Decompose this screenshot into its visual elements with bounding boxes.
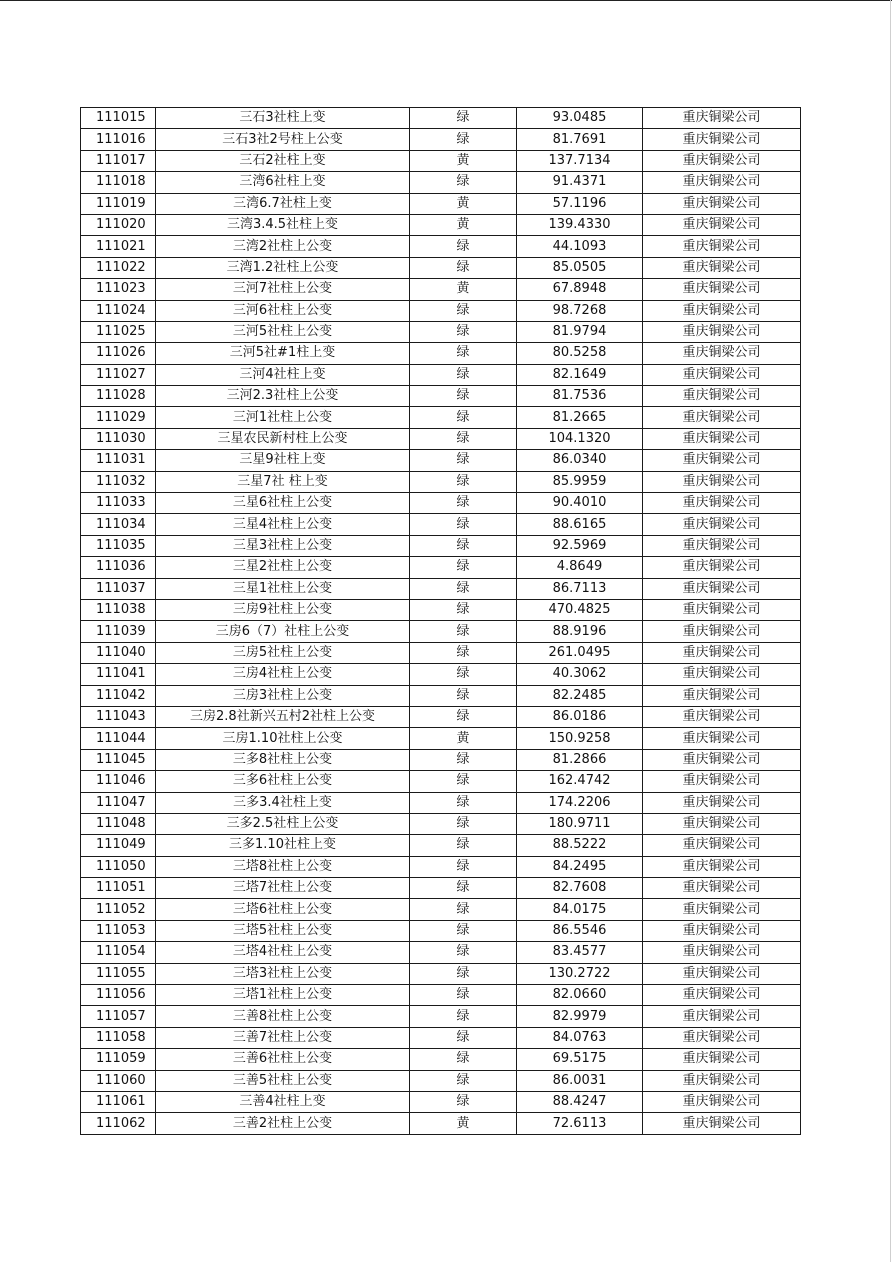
cell-name: 三河5社柱上公变: [156, 321, 410, 342]
table-row: [81, 963, 801, 984]
cell-id: 111031: [81, 450, 156, 471]
table-row: [81, 450, 801, 471]
cell-status: 绿: [410, 985, 517, 1006]
cell-status: 绿: [410, 535, 517, 556]
table-row: [81, 1113, 801, 1134]
cell-status: 绿: [410, 835, 517, 856]
cell-company: 重庆铜梁公司: [643, 942, 801, 963]
cell-id: 111022: [81, 257, 156, 278]
cell-status: 绿: [410, 257, 517, 278]
cell-id: 111055: [81, 963, 156, 984]
cell-name: 三房5社柱上公变: [156, 642, 410, 663]
cell-name: 三善8社柱上公变: [156, 1006, 410, 1027]
table-row: [81, 386, 801, 407]
cell-name: 三塔4社柱上公变: [156, 942, 410, 963]
cell-status: 绿: [410, 129, 517, 150]
cell-name: 三河4社柱上变: [156, 364, 410, 385]
cell-value: 81.9794: [517, 321, 643, 342]
cell-status: 绿: [410, 706, 517, 727]
cell-name: 三星1社柱上公变: [156, 578, 410, 599]
table-row: [81, 685, 801, 706]
cell-company: 重庆铜梁公司: [643, 578, 801, 599]
cell-id: 111036: [81, 557, 156, 578]
cell-value: 86.0186: [517, 706, 643, 727]
cell-id: 111040: [81, 642, 156, 663]
table-row: [81, 792, 801, 813]
cell-company: 重庆铜梁公司: [643, 771, 801, 792]
cell-status: 绿: [410, 386, 517, 407]
cell-company: 重庆铜梁公司: [643, 1049, 801, 1070]
cell-value: 84.2495: [517, 856, 643, 877]
table-row: [81, 1049, 801, 1070]
cell-status: 绿: [410, 621, 517, 642]
cell-name: 三多1.10社柱上变: [156, 835, 410, 856]
page-top-border: [0, 0, 892, 1]
cell-company: 重庆铜梁公司: [643, 1070, 801, 1091]
cell-company: 重庆铜梁公司: [643, 193, 801, 214]
cell-company: 重庆铜梁公司: [643, 963, 801, 984]
cell-company: 重庆铜梁公司: [643, 706, 801, 727]
table-row: [81, 728, 801, 749]
cell-company: 重庆铜梁公司: [643, 364, 801, 385]
cell-company: 重庆铜梁公司: [643, 1027, 801, 1048]
cell-id: 111041: [81, 664, 156, 685]
table-row: [81, 1091, 801, 1112]
cell-status: 绿: [410, 428, 517, 449]
cell-id: 111044: [81, 728, 156, 749]
cell-status: 黄: [410, 150, 517, 171]
cell-id: 111019: [81, 193, 156, 214]
cell-company: 重庆铜梁公司: [643, 813, 801, 834]
cell-company: 重庆铜梁公司: [643, 792, 801, 813]
cell-name: 三湾6社柱上变: [156, 172, 410, 193]
cell-company: 重庆铜梁公司: [643, 493, 801, 514]
cell-value: 80.5258: [517, 343, 643, 364]
cell-name: 三石3社2号柱上公变: [156, 129, 410, 150]
cell-name: 三房9社柱上公变: [156, 599, 410, 620]
cell-id: 111048: [81, 813, 156, 834]
cell-value: 130.2722: [517, 963, 643, 984]
table-row: [81, 471, 801, 492]
cell-company: 重庆铜梁公司: [643, 150, 801, 171]
cell-name: 三星2社柱上公变: [156, 557, 410, 578]
table-row: [81, 214, 801, 235]
cell-id: 111032: [81, 471, 156, 492]
cell-company: 重庆铜梁公司: [643, 172, 801, 193]
cell-status: 绿: [410, 300, 517, 321]
cell-value: 40.3062: [517, 664, 643, 685]
cell-id: 111052: [81, 899, 156, 920]
cell-name: 三房2.8社新兴五村2社柱上公变: [156, 706, 410, 727]
cell-value: 57.1196: [517, 193, 643, 214]
table-row: [81, 257, 801, 278]
table-row: [81, 599, 801, 620]
cell-value: 88.9196: [517, 621, 643, 642]
cell-status: 绿: [410, 471, 517, 492]
cell-value: 86.0031: [517, 1070, 643, 1091]
cell-status: 绿: [410, 792, 517, 813]
cell-status: 绿: [410, 920, 517, 941]
cell-value: 470.4825: [517, 599, 643, 620]
cell-id: 111016: [81, 129, 156, 150]
cell-status: 绿: [410, 108, 517, 129]
cell-status: 绿: [410, 407, 517, 428]
cell-id: 111034: [81, 514, 156, 535]
cell-id: 111049: [81, 835, 156, 856]
cell-id: 111038: [81, 599, 156, 620]
cell-name: 三房1.10社柱上公变: [156, 728, 410, 749]
cell-status: 绿: [410, 450, 517, 471]
cell-id: 111018: [81, 172, 156, 193]
cell-name: 三河7社柱上公变: [156, 279, 410, 300]
cell-value: 93.0485: [517, 108, 643, 129]
cell-name: 三塔1社柱上公变: [156, 985, 410, 1006]
cell-status: 黄: [410, 728, 517, 749]
cell-value: 4.8649: [517, 557, 643, 578]
cell-status: 绿: [410, 1027, 517, 1048]
cell-id: 111037: [81, 578, 156, 599]
cell-id: 111035: [81, 535, 156, 556]
cell-status: 绿: [410, 878, 517, 899]
cell-company: 重庆铜梁公司: [643, 535, 801, 556]
cell-status: 绿: [410, 599, 517, 620]
cell-company: 重庆铜梁公司: [643, 749, 801, 770]
table-row: [81, 1027, 801, 1048]
cell-status: 黄: [410, 193, 517, 214]
cell-id: 111015: [81, 108, 156, 129]
cell-name: 三多6社柱上公变: [156, 771, 410, 792]
cell-status: 黄: [410, 1113, 517, 1134]
cell-company: 重庆铜梁公司: [643, 920, 801, 941]
cell-value: 84.0763: [517, 1027, 643, 1048]
cell-name: 三多2.5社柱上公变: [156, 813, 410, 834]
cell-id: 111025: [81, 321, 156, 342]
cell-company: 重庆铜梁公司: [643, 664, 801, 685]
cell-id: 111033: [81, 493, 156, 514]
cell-name: 三河1社柱上公变: [156, 407, 410, 428]
cell-company: 重庆铜梁公司: [643, 343, 801, 364]
table-row: [81, 942, 801, 963]
table-row: [81, 108, 801, 129]
table-row: [81, 129, 801, 150]
cell-value: 81.2665: [517, 407, 643, 428]
cell-value: 104.1320: [517, 428, 643, 449]
cell-name: 三多8社柱上公变: [156, 749, 410, 770]
cell-name: 三房6（7）社柱上公变: [156, 621, 410, 642]
cell-id: 111024: [81, 300, 156, 321]
cell-company: 重庆铜梁公司: [643, 407, 801, 428]
cell-company: 重庆铜梁公司: [643, 514, 801, 535]
table-row: [81, 557, 801, 578]
cell-name: 三河2.3社柱上公变: [156, 386, 410, 407]
cell-name: 三房4社柱上公变: [156, 664, 410, 685]
table-row: [81, 1006, 801, 1027]
cell-company: 重庆铜梁公司: [643, 621, 801, 642]
cell-id: 111029: [81, 407, 156, 428]
cell-status: 绿: [410, 557, 517, 578]
table-row: [81, 172, 801, 193]
cell-name: 三塔7社柱上公变: [156, 878, 410, 899]
table-row: [81, 706, 801, 727]
cell-id: 111021: [81, 236, 156, 257]
cell-name: 三多3.4社柱上变: [156, 792, 410, 813]
table-row: [81, 835, 801, 856]
cell-company: 重庆铜梁公司: [643, 1091, 801, 1112]
cell-value: 82.2485: [517, 685, 643, 706]
cell-company: 重庆铜梁公司: [643, 279, 801, 300]
cell-name: 三塔3社柱上公变: [156, 963, 410, 984]
cell-status: 绿: [410, 899, 517, 920]
cell-id: 111058: [81, 1027, 156, 1048]
cell-id: 111027: [81, 364, 156, 385]
cell-name: 三湾1.2社柱上公变: [156, 257, 410, 278]
table-row: [81, 428, 801, 449]
cell-status: 绿: [410, 642, 517, 663]
table-row: [81, 920, 801, 941]
cell-id: 111061: [81, 1091, 156, 1112]
cell-value: 88.5222: [517, 835, 643, 856]
table-row: [81, 985, 801, 1006]
cell-value: 261.0495: [517, 642, 643, 663]
transformer-data-table: [80, 107, 801, 1135]
cell-status: 绿: [410, 664, 517, 685]
cell-id: 111042: [81, 685, 156, 706]
cell-status: 绿: [410, 685, 517, 706]
cell-value: 88.4247: [517, 1091, 643, 1112]
cell-id: 111039: [81, 621, 156, 642]
cell-name: 三星3社柱上公变: [156, 535, 410, 556]
cell-value: 44.1093: [517, 236, 643, 257]
cell-name: 三湾3.4.5社柱上变: [156, 214, 410, 235]
table-row: [81, 878, 801, 899]
table-row: [81, 236, 801, 257]
cell-name: 三星农民新村柱上公变: [156, 428, 410, 449]
cell-company: 重庆铜梁公司: [643, 214, 801, 235]
cell-value: 81.7536: [517, 386, 643, 407]
cell-value: 90.4010: [517, 493, 643, 514]
table-row: [81, 364, 801, 385]
cell-status: 绿: [410, 963, 517, 984]
cell-id: 111050: [81, 856, 156, 877]
cell-name: 三塔5社柱上公变: [156, 920, 410, 941]
cell-value: 72.6113: [517, 1113, 643, 1134]
cell-company: 重庆铜梁公司: [643, 642, 801, 663]
cell-value: 88.6165: [517, 514, 643, 535]
cell-company: 重庆铜梁公司: [643, 557, 801, 578]
cell-id: 111028: [81, 386, 156, 407]
table-row: [81, 493, 801, 514]
table-row: [81, 150, 801, 171]
cell-name: 三湾6.7社柱上变: [156, 193, 410, 214]
cell-value: 180.9711: [517, 813, 643, 834]
cell-value: 67.8948: [517, 279, 643, 300]
cell-company: 重庆铜梁公司: [643, 685, 801, 706]
cell-status: 绿: [410, 1049, 517, 1070]
cell-name: 三善6社柱上公变: [156, 1049, 410, 1070]
table-row: [81, 300, 801, 321]
cell-company: 重庆铜梁公司: [643, 856, 801, 877]
cell-status: 绿: [410, 343, 517, 364]
cell-company: 重庆铜梁公司: [643, 728, 801, 749]
cell-name: 三石2社柱上变: [156, 150, 410, 171]
cell-status: 绿: [410, 749, 517, 770]
cell-value: 162.4742: [517, 771, 643, 792]
cell-name: 三星9社柱上变: [156, 450, 410, 471]
cell-id: 111054: [81, 942, 156, 963]
cell-id: 111056: [81, 985, 156, 1006]
cell-value: 98.7268: [517, 300, 643, 321]
table-row: [81, 1070, 801, 1091]
cell-name: 三善2社柱上公变: [156, 1113, 410, 1134]
cell-status: 绿: [410, 1091, 517, 1112]
table-row: [81, 407, 801, 428]
cell-value: 137.7134: [517, 150, 643, 171]
table-row: [81, 514, 801, 535]
table-row: [81, 621, 801, 642]
cell-status: 黄: [410, 279, 517, 300]
cell-name: 三塔6社柱上公变: [156, 899, 410, 920]
cell-status: 绿: [410, 942, 517, 963]
cell-company: 重庆铜梁公司: [643, 899, 801, 920]
table-row: [81, 193, 801, 214]
cell-value: 81.2866: [517, 749, 643, 770]
cell-company: 重庆铜梁公司: [643, 236, 801, 257]
cell-name: 三湾2社柱上公变: [156, 236, 410, 257]
cell-status: 绿: [410, 493, 517, 514]
cell-name: 三善4社柱上变: [156, 1091, 410, 1112]
cell-value: 174.2206: [517, 792, 643, 813]
cell-id: 111051: [81, 878, 156, 899]
table-row: [81, 642, 801, 663]
cell-value: 86.7113: [517, 578, 643, 599]
cell-company: 重庆铜梁公司: [643, 878, 801, 899]
table-row: [81, 578, 801, 599]
cell-status: 绿: [410, 172, 517, 193]
cell-name: 三房3社柱上公变: [156, 685, 410, 706]
cell-status: 绿: [410, 771, 517, 792]
cell-company: 重庆铜梁公司: [643, 599, 801, 620]
page-right-edge: [890, 0, 891, 1262]
cell-company: 重庆铜梁公司: [643, 300, 801, 321]
cell-company: 重庆铜梁公司: [643, 835, 801, 856]
cell-value: 91.4371: [517, 172, 643, 193]
cell-company: 重庆铜梁公司: [643, 321, 801, 342]
cell-id: 111017: [81, 150, 156, 171]
table-row: [81, 813, 801, 834]
table-row: [81, 279, 801, 300]
cell-id: 111062: [81, 1113, 156, 1134]
cell-name: 三星7社 柱上变: [156, 471, 410, 492]
cell-company: 重庆铜梁公司: [643, 450, 801, 471]
cell-id: 111030: [81, 428, 156, 449]
cell-value: 86.5546: [517, 920, 643, 941]
table-row: [81, 664, 801, 685]
cell-status: 黄: [410, 214, 517, 235]
cell-status: 绿: [410, 1006, 517, 1027]
cell-value: 82.0660: [517, 985, 643, 1006]
cell-id: 111043: [81, 706, 156, 727]
cell-status: 绿: [410, 236, 517, 257]
table-row: [81, 343, 801, 364]
table-row: [81, 771, 801, 792]
cell-name: 三善7社柱上公变: [156, 1027, 410, 1048]
cell-company: 重庆铜梁公司: [643, 471, 801, 492]
cell-value: 81.7691: [517, 129, 643, 150]
table-row: [81, 321, 801, 342]
cell-company: 重庆铜梁公司: [643, 1113, 801, 1134]
cell-id: 111020: [81, 214, 156, 235]
cell-value: 150.9258: [517, 728, 643, 749]
table-row: [81, 749, 801, 770]
cell-value: 69.5175: [517, 1049, 643, 1070]
cell-status: 绿: [410, 856, 517, 877]
cell-id: 111045: [81, 749, 156, 770]
cell-company: 重庆铜梁公司: [643, 257, 801, 278]
cell-value: 82.7608: [517, 878, 643, 899]
cell-value: 86.0340: [517, 450, 643, 471]
table-body: [81, 108, 801, 1135]
cell-name: 三星4社柱上公变: [156, 514, 410, 535]
cell-id: 111047: [81, 792, 156, 813]
cell-id: 111059: [81, 1049, 156, 1070]
cell-company: 重庆铜梁公司: [643, 129, 801, 150]
cell-status: 绿: [410, 514, 517, 535]
cell-name: 三河5社#1柱上变: [156, 343, 410, 364]
cell-id: 111046: [81, 771, 156, 792]
cell-company: 重庆铜梁公司: [643, 985, 801, 1006]
cell-status: 绿: [410, 364, 517, 385]
table-row: [81, 856, 801, 877]
cell-status: 绿: [410, 578, 517, 599]
cell-value: 82.9979: [517, 1006, 643, 1027]
cell-company: 重庆铜梁公司: [643, 428, 801, 449]
cell-company: 重庆铜梁公司: [643, 108, 801, 129]
cell-name: 三河6社柱上公变: [156, 300, 410, 321]
cell-value: 92.5969: [517, 535, 643, 556]
cell-value: 85.9959: [517, 471, 643, 492]
cell-name: 三石3社柱上变: [156, 108, 410, 129]
cell-value: 139.4330: [517, 214, 643, 235]
cell-company: 重庆铜梁公司: [643, 386, 801, 407]
table-row: [81, 535, 801, 556]
cell-value: 85.0505: [517, 257, 643, 278]
cell-id: 111060: [81, 1070, 156, 1091]
cell-status: 绿: [410, 321, 517, 342]
table-row: [81, 899, 801, 920]
cell-status: 绿: [410, 1070, 517, 1091]
cell-name: 三星6社柱上公变: [156, 493, 410, 514]
cell-value: 84.0175: [517, 899, 643, 920]
cell-id: 111053: [81, 920, 156, 941]
cell-company: 重庆铜梁公司: [643, 1006, 801, 1027]
cell-id: 111023: [81, 279, 156, 300]
cell-name: 三塔8社柱上公变: [156, 856, 410, 877]
cell-value: 83.4577: [517, 942, 643, 963]
cell-id: 111026: [81, 343, 156, 364]
cell-value: 82.1649: [517, 364, 643, 385]
cell-status: 绿: [410, 813, 517, 834]
cell-id: 111057: [81, 1006, 156, 1027]
cell-name: 三善5社柱上公变: [156, 1070, 410, 1091]
